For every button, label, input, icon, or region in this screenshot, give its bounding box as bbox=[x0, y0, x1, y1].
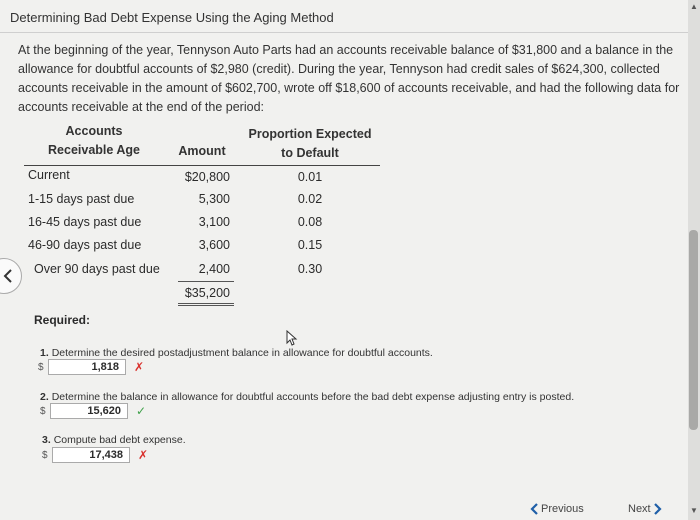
previous-label: Previous bbox=[541, 503, 584, 515]
header-proportion bbox=[240, 125, 380, 163]
answer-3 bbox=[42, 447, 148, 463]
age-cell: Over 90 days past due bbox=[34, 262, 160, 276]
total-rule-1 bbox=[178, 303, 234, 304]
answer-2-input[interactable]: 15,620 bbox=[50, 403, 128, 419]
header-prop-line1: Proportion Expected bbox=[248, 127, 372, 141]
page-title: Determining Bad Debt Expense Using the Aging Method bbox=[10, 10, 334, 25]
amount-cell: $20,800 bbox=[184, 170, 230, 184]
next-button[interactable] bbox=[628, 503, 662, 515]
question-2 bbox=[40, 391, 574, 403]
total-rule-2 bbox=[178, 305, 234, 306]
header-amount: Amount bbox=[178, 144, 226, 158]
age-cell: Current bbox=[28, 168, 70, 182]
incorrect-x-icon: ✗ bbox=[138, 448, 149, 462]
question-number: 1. bbox=[40, 347, 49, 359]
chevron-left-icon bbox=[3, 269, 13, 283]
scroll-down-icon[interactable]: ▼ bbox=[690, 506, 698, 515]
age-cell: 1-15 days past due bbox=[28, 192, 135, 206]
table-row bbox=[0, 215, 400, 237]
question-text: Determine the balance in allowance for doubtful accounts before the bad debt expense adjusting entry is posted. bbox=[51, 391, 575, 403]
header-prop-line2: to Default bbox=[281, 146, 339, 160]
next-label: Next bbox=[628, 503, 651, 515]
question-1 bbox=[40, 347, 433, 359]
proportion-cell: 0.15 bbox=[297, 238, 323, 252]
age-cell: 46-90 days past due bbox=[28, 238, 142, 252]
title-divider bbox=[0, 32, 688, 33]
problem-intro: At the beginning of the year, Tennyson Auto Parts had an accounts receivable balance of $31,800 and a balance in the allowance for doubtful accounts of $2,980 (credit). During the year, Tennyson had credit sales of $624,300, collected accounts receivable in the amount of $602,700, wrote off $18,600 of accounts receivable, and had the following data for accounts receivable at the end of the period: bbox=[18, 43, 680, 114]
answer-1-input[interactable]: 1,818 bbox=[48, 359, 126, 375]
currency-symbol: $ bbox=[42, 449, 48, 461]
amount-cell: 5,300 bbox=[198, 192, 230, 206]
header-rule bbox=[24, 165, 380, 166]
table-row bbox=[0, 192, 400, 214]
required-label: Required: bbox=[34, 313, 91, 327]
proportion-cell: 0.08 bbox=[297, 215, 323, 229]
chevron-left-icon bbox=[530, 503, 538, 515]
incorrect-x-icon: ✗ bbox=[134, 360, 145, 374]
proportion-cell: 0.01 bbox=[297, 170, 323, 184]
proportion-cell: 0.02 bbox=[297, 192, 323, 206]
question-text: Compute bad debt expense. bbox=[53, 434, 186, 446]
answer-2 bbox=[40, 403, 146, 419]
age-cell: 16-45 days past due bbox=[28, 215, 142, 229]
chevron-right-icon bbox=[654, 503, 662, 515]
answer-3-input[interactable]: 17,438 bbox=[52, 447, 130, 463]
question-text: Determine the desired postadjustment balance in allowance for doubtful accounts. bbox=[51, 347, 433, 359]
header-age-line1: Accounts bbox=[65, 124, 123, 138]
mouse-cursor-icon bbox=[286, 330, 298, 346]
previous-button[interactable] bbox=[530, 503, 584, 515]
amount-cell: 2,400 bbox=[198, 262, 230, 276]
question-number: 2. bbox=[40, 391, 49, 403]
header-age-line2: Receivable Age bbox=[48, 143, 140, 157]
table-row bbox=[0, 168, 400, 190]
amount-total: $35,200 bbox=[184, 286, 230, 300]
answer-1 bbox=[38, 359, 144, 375]
header-age bbox=[40, 122, 148, 160]
amount-cell: 3,600 bbox=[198, 238, 230, 252]
question-3 bbox=[42, 434, 186, 446]
correct-check-icon: ✓ bbox=[136, 404, 147, 418]
currency-symbol: $ bbox=[40, 405, 46, 417]
sum-rule bbox=[178, 281, 234, 282]
amount-cell: 3,100 bbox=[198, 215, 230, 229]
scrollbar-thumb[interactable] bbox=[689, 230, 698, 430]
table-row bbox=[0, 238, 400, 260]
proportion-cell: 0.30 bbox=[297, 262, 323, 276]
scroll-up-icon[interactable]: ▲ bbox=[690, 2, 698, 11]
question-number: 3. bbox=[42, 434, 51, 446]
currency-symbol: $ bbox=[38, 361, 44, 373]
